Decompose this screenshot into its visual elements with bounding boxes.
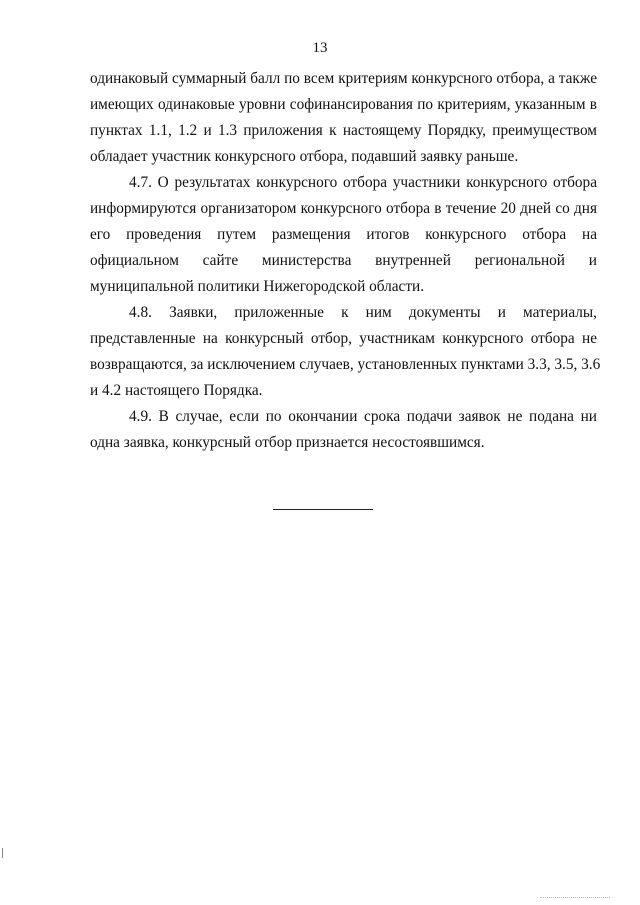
text-line: и 4.2 настоящего Порядка. [90,382,263,399]
text-line: возвращаются, за исключением случаев, установленных пунктами 3.3, 3.5, 3.6 [90,356,601,373]
page-number: 13 [312,40,328,56]
text-line: 4.7. О результатах конкурсного отбора участники конкурсного отбора [129,174,597,191]
text-line: его проведения путем размещения итогов конкурсного отбора на [90,226,597,243]
paragraph-4-9 [90,404,597,456]
text-line: обладает участник конкурсного отбора, подавший заявку раньше. [90,148,519,165]
paragraph-continuation [90,66,597,170]
text-line: 4.8. Заявки, приложенные к ним документы и материалы, [129,304,597,321]
end-separator-line [273,509,373,510]
text-line: одна заявка, конкурсный отбор признается несостоявшимся. [90,434,485,451]
text-line: одинаковый суммарный балл по всем критериям конкурсного отбора, а также [90,70,597,87]
paragraph-4-8 [90,300,601,404]
text-line: информируются организатором конкурсного отбора в течение 20 дней со дня [90,200,597,217]
text-line: официальном сайте министерства внутренней региональной и [90,252,597,269]
scan-edge-mark [540,897,610,899]
paragraph-4-7 [90,170,597,300]
text-line: 4.9. В случае, если по окончании срока подачи заявок не подана ни [129,408,597,425]
scan-edge-mark [2,848,3,858]
text-line: имеющих одинаковые уровни софинансирования по критериям, указанным в [90,96,597,113]
document-body [90,66,601,456]
text-line: представленные на конкурсный отбор, участникам конкурсного отбора не [90,330,597,347]
text-line: муниципальной политики Нижегородской области. [90,278,425,295]
text-line: пунктах 1.1, 1.2 и 1.3 приложения к настоящему Порядку, преимуществом [90,122,597,139]
